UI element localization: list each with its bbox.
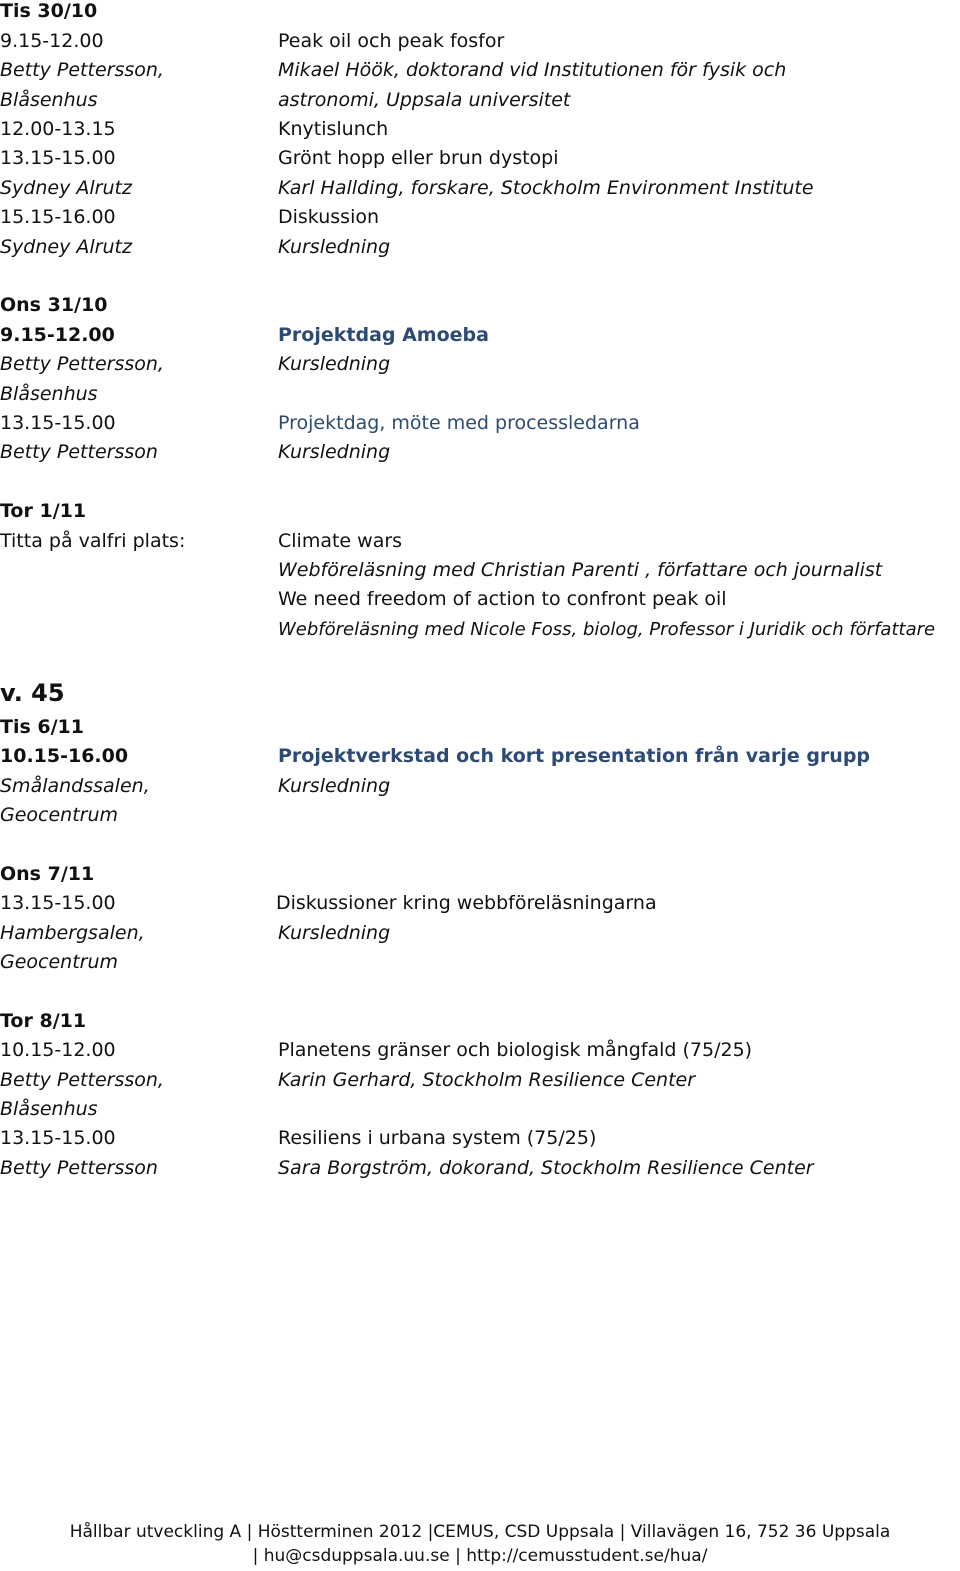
location: Betty Pettersson (0, 1157, 158, 1179)
footer-line: Hållbar utveckling A | Höstterminen 2012 |CEMUS, CSD Uppsala | Villavägen 16, 752 36 Uppsala (69, 1522, 891, 1542)
session-title: Grönt hopp eller brun dystopi (278, 147, 559, 169)
session-title: Planetens gränser och biologisk mångfald (75/25) (278, 1039, 753, 1061)
session-title: Diskussion (278, 206, 380, 228)
day-header: Ons 7/11 (0, 863, 95, 885)
day-header: Ons 31/10 (0, 294, 108, 316)
time: 13.15-15.00 (0, 147, 116, 169)
speaker: Karin Gerhard, Stockholm Resilience Center (278, 1069, 696, 1091)
speaker: Sara Borgström, dokorand, Stockholm Resilience Center (278, 1157, 814, 1179)
location: Blåsenhus (0, 383, 98, 405)
location: Smålandssalen, (0, 775, 150, 797)
day-header: Tis 6/11 (0, 716, 84, 738)
location: Blåsenhus (0, 1098, 98, 1120)
session-title: Resiliens i urbana system (75/25) (278, 1127, 597, 1149)
location: Blåsenhus (0, 89, 98, 111)
time: 10.15-16.00 (0, 745, 129, 767)
session-title: We need freedom of action to confront peak oil (278, 588, 727, 610)
speaker: Kursledning (278, 353, 391, 375)
session-title: Peak oil och peak fosfor (278, 30, 505, 52)
time: 15.15-16.00 (0, 206, 116, 228)
speaker: Webföreläsning med Nicole Foss, biolog, Professor i Juridik och författare (278, 619, 936, 640)
session-title: Projektdag, möte med processledarna (278, 412, 640, 434)
session-title: Climate wars (278, 530, 403, 552)
day-header: Tor 8/11 (0, 1010, 87, 1032)
location: Betty Pettersson, (0, 59, 164, 81)
time: 9.15-12.00 (0, 30, 104, 52)
location: Sydney Alrutz (0, 236, 132, 258)
time: 12.00-13.15 (0, 118, 116, 140)
time: 10.15-12.00 (0, 1039, 116, 1061)
location: Titta på valfri plats: (0, 530, 186, 552)
speaker: Karl Hallding, forskare, Stockholm Environment Institute (278, 177, 814, 199)
time: 13.15-15.00 (0, 412, 116, 434)
time: 13.15-15.00 (0, 1127, 116, 1149)
speaker: Webföreläsning med Christian Parenti , författare och journalist (278, 559, 883, 581)
location: Sydney Alrutz (0, 177, 132, 199)
speaker: Kursledning (278, 441, 391, 463)
speaker: Kursledning (278, 236, 391, 258)
session-title: Diskussioner kring webbföreläsningarna (276, 892, 657, 914)
location: Betty Pettersson, (0, 1069, 164, 1091)
day-header: Tor 1/11 (0, 500, 87, 522)
speaker: Mikael Höök, doktorand vid Institutionen för fysik och (278, 59, 787, 81)
time: 13.15-15.00 (0, 892, 116, 914)
location: Hambergsalen, (0, 922, 145, 944)
day-header: Tis 30/10 (0, 0, 98, 22)
location: Betty Pettersson (0, 441, 158, 463)
footer-line: | hu@csduppsala.uu.se | http://cemusstudent.se/hua/ (252, 1546, 708, 1566)
location: Geocentrum (0, 804, 119, 826)
speaker: Kursledning (278, 775, 391, 797)
session-title: Projektdag Amoeba (278, 324, 489, 346)
time: 9.15-12.00 (0, 324, 115, 346)
session-title: Knytislunch (278, 118, 389, 140)
session-title: Projektverkstad och kort presentation från varje grupp (278, 745, 871, 767)
speaker: Kursledning (278, 922, 391, 944)
location: Geocentrum (0, 951, 119, 973)
speaker: astronomi, Uppsala universitet (278, 89, 571, 111)
location: Betty Pettersson, (0, 353, 164, 375)
week-header: v. 45 (0, 679, 65, 707)
